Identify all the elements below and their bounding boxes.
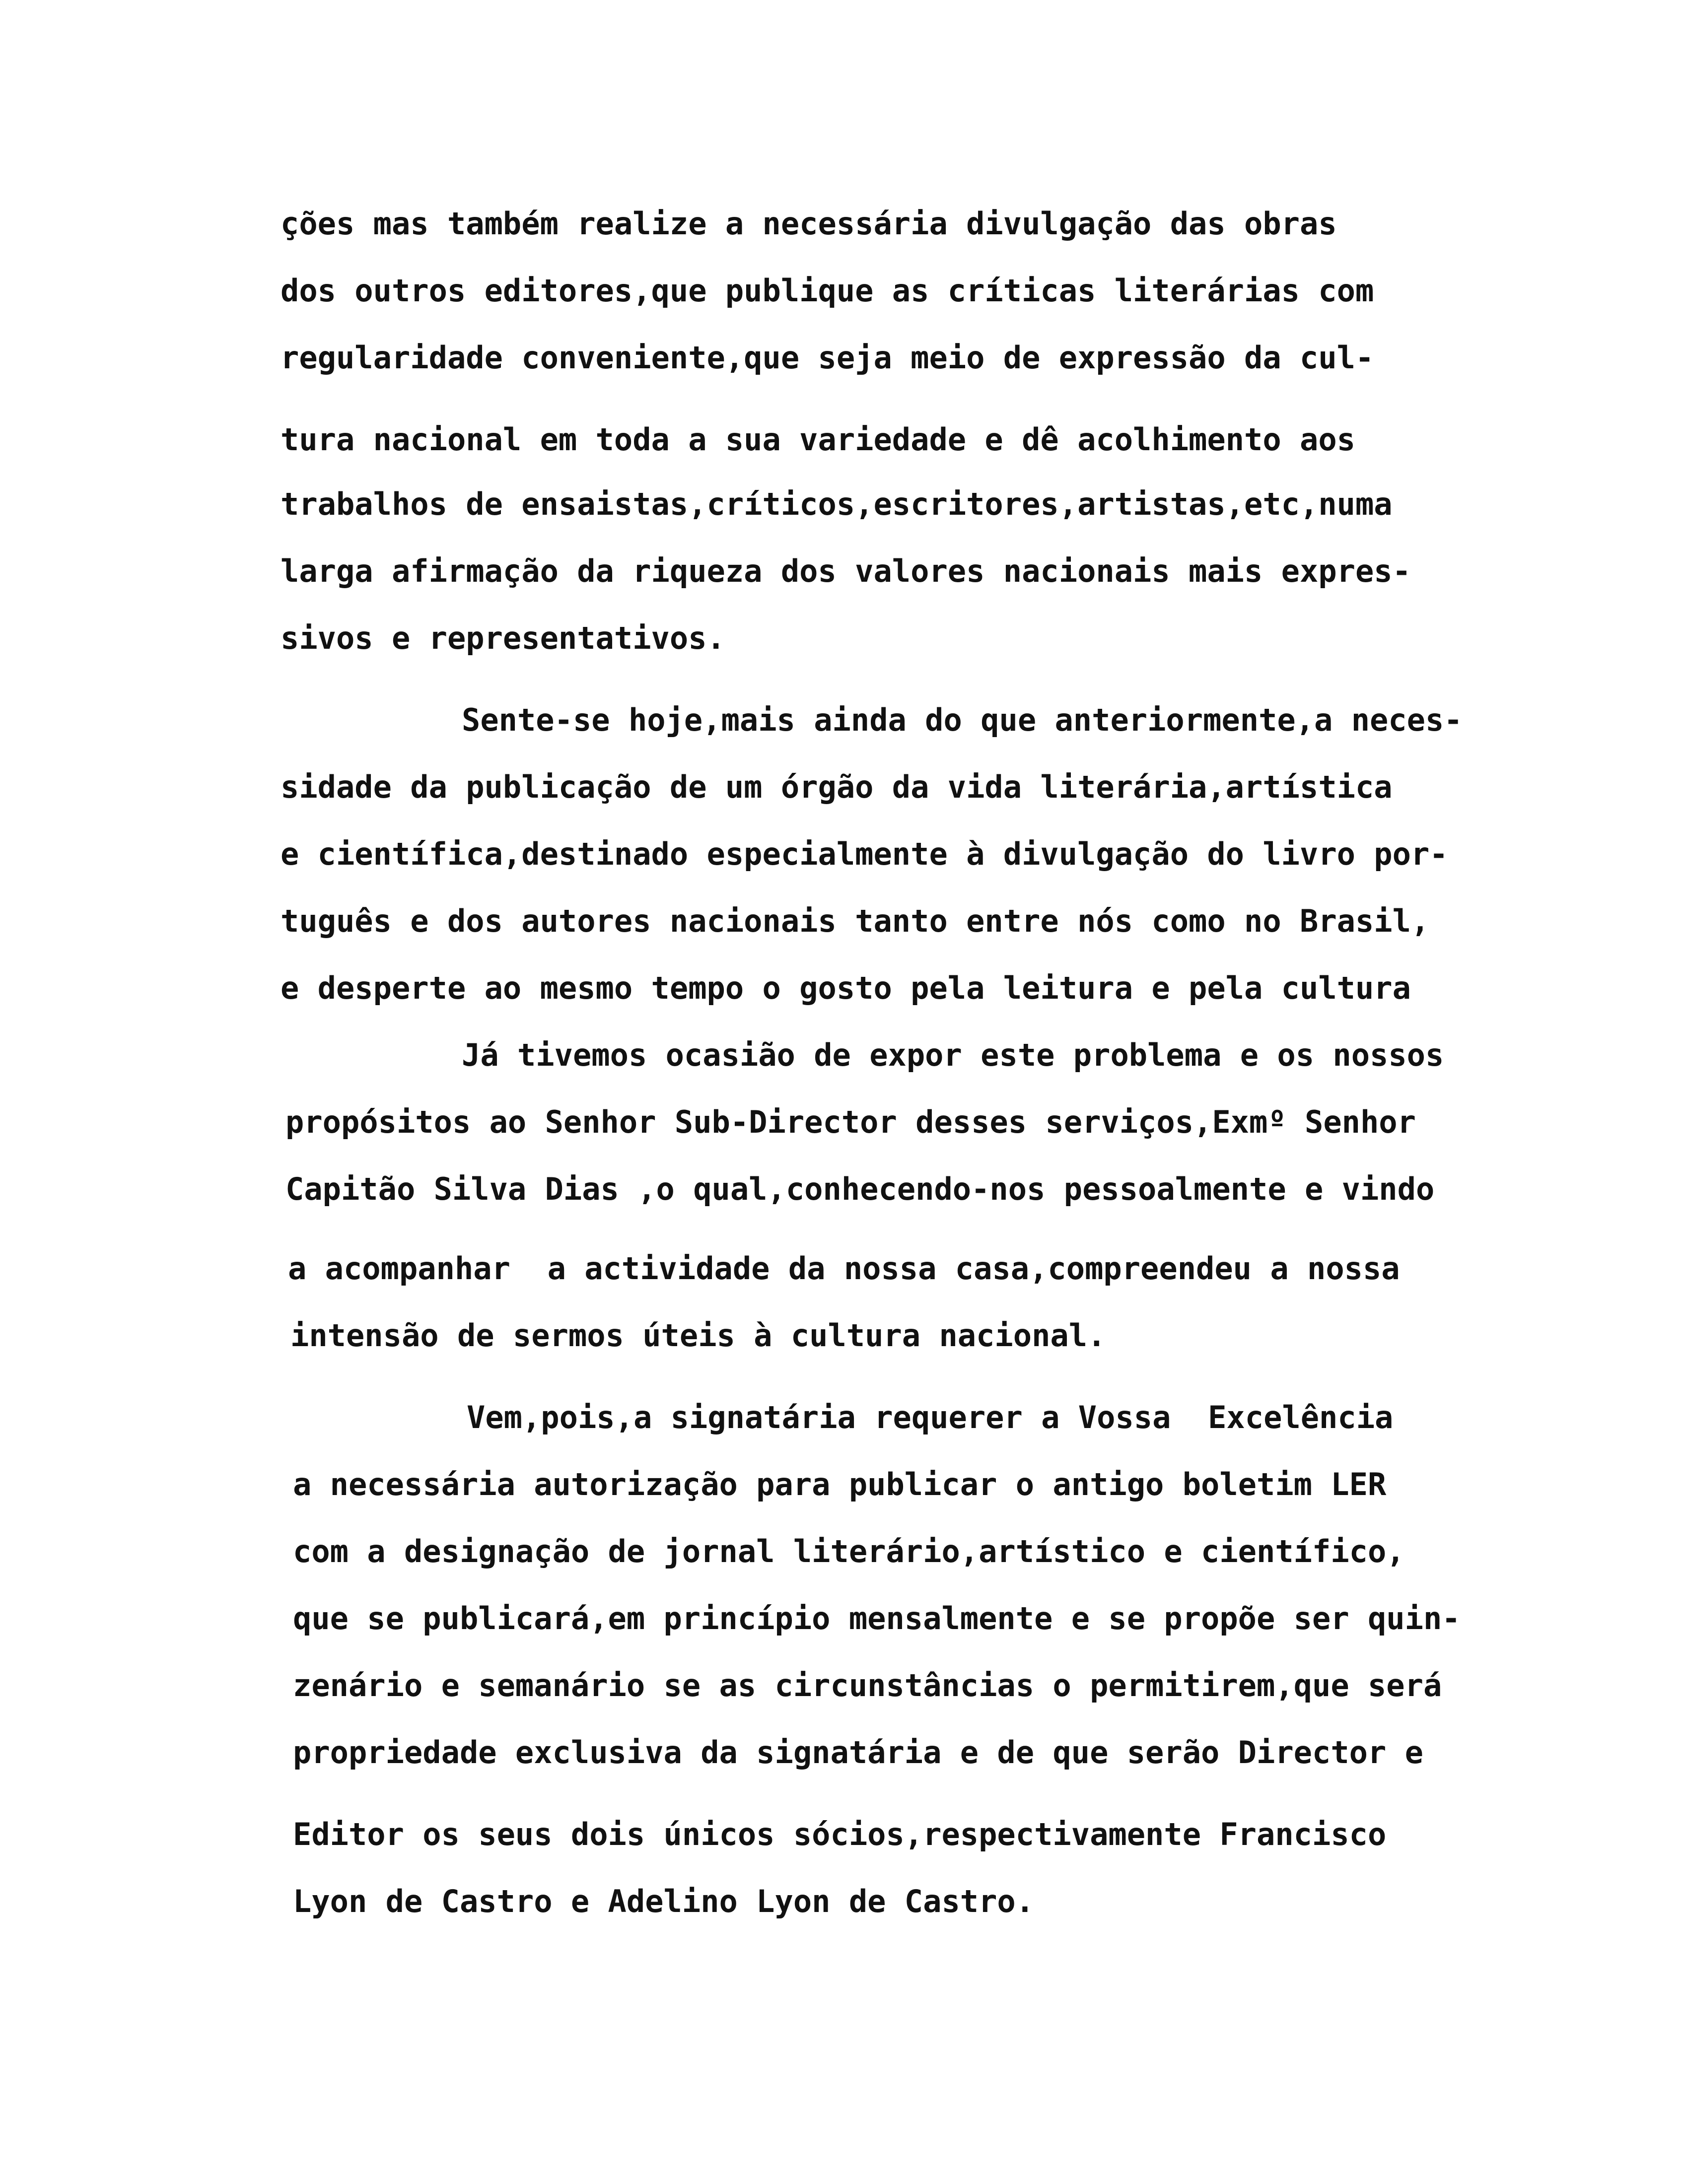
text-line: sivos e representativos. [281,620,725,656]
text-line: zenário e semanário se as circunstâncias o permitirem,que será [293,1667,1442,1704]
text-line: propriedade exclusiva da signatária e de que serão Director e [293,1734,1423,1771]
text-line: tuguês e dos autores nacionais tanto entre nós como no Brasil, [281,903,1430,939]
text-line: e científica,destinado especialmente à divulgação do livro por- [281,836,1448,872]
text-line: intensão de sermos úteis à cultura nacional. [290,1317,1106,1354]
text-line: Editor os seus dois únicos sócios,respectivamente Francisco [293,1816,1387,1852]
text-line: trabalhos de ensaistas,críticos,escritores,artistas,etc,numa [281,486,1393,522]
text-line: que se publicará,em princípio mensalmente e se propõe ser quin- [293,1600,1461,1637]
text-line: e desperte ao mesmo tempo o gosto pela leitura e pela cultura [281,970,1411,1006]
text-line: sidade da publicação de um órgão da vida literária,artística [281,769,1393,805]
text-line: dos outros editores,que publique as críticas literárias com [281,273,1374,309]
text-line: propósitos ao Senhor Sub-Director desses serviços,Exmº Senhor [285,1104,1416,1140]
text-line: com a designação de jornal literário,artístico e científico, [293,1533,1405,1570]
text-line: Vem,pois,a signatária requerer a Vossa Excelência [467,1399,1394,1435]
text-line: tura nacional em toda a sua variedade e dê acolhimento aos [281,421,1355,458]
text-line: Lyon de Castro e Adelino Lyon de Castro. [293,1883,1035,1919]
text-line: a acompanhar a actividade da nossa casa,compreendeu a nossa [288,1250,1400,1287]
text-line: Já tivemos ocasião de expor este problema e os nossos [462,1037,1444,1073]
text-line: regularidade conveniente,que seja meio de expressão da cul- [281,340,1374,376]
text-line: Capitão Silva Dias ,o qual,conhecendo-nos pessoalmente e vindo [285,1171,1435,1207]
text-line: ções mas também realize a necessária divulgação das obras [281,205,1337,242]
text-line: larga afirmação da riqueza dos valores nacionais mais expres- [281,553,1411,589]
text-line: a necessária autorização para publicar o antigo boletim LER [293,1466,1387,1502]
text-line: Sente-se hoje,mais ainda do que anteriormente,a neces- [462,702,1463,738]
